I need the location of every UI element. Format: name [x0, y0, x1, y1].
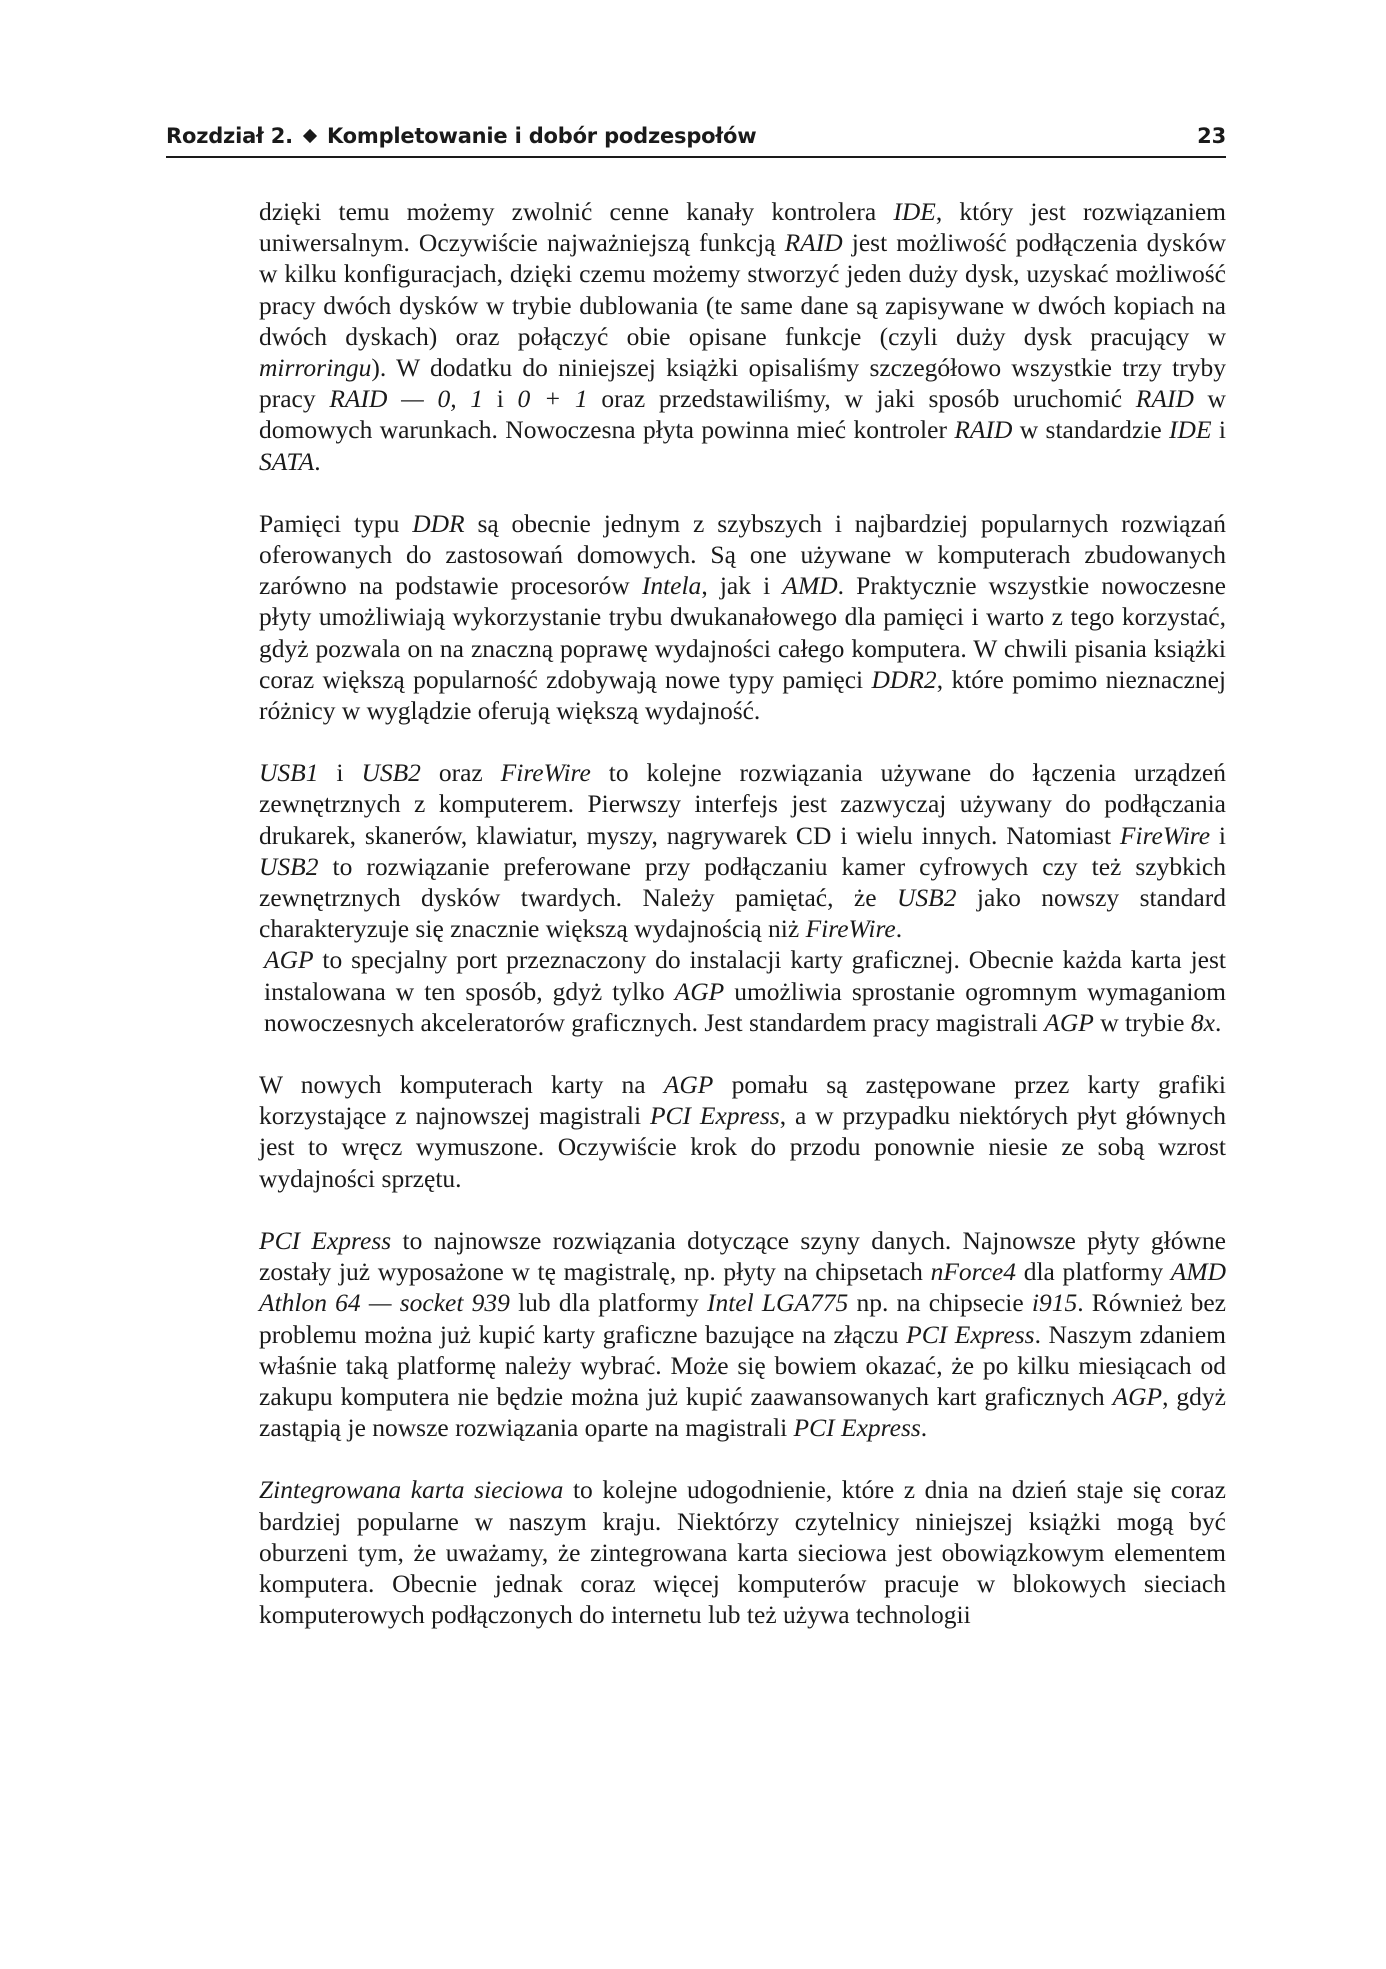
running-header [166, 118, 1226, 158]
text-run: jest możliwość podłączenia dysków w kilku konfiguracjach, dzięki czemu możemy stworzyć jeden duży dysk, uzyskać możliwość pracy dwóch dysków w trybie dublowania (te same dane są zapisywane w dwóch kopiach na dwóch dyskach) oraz połączyć obie opisane funkcje (czyli duży dysk pracujący w [259, 228, 1226, 351]
text-run: oraz przedstawiliśmy, w jaki sposób uruchomić [587, 384, 1136, 414]
italic-term: AGP [1112, 1381, 1163, 1411]
text-run: . [314, 446, 321, 476]
text-run: pomału są zastępowane przez karty grafiki korzystające z najnowszej magistrali [259, 1070, 1227, 1131]
text-run: to rozwiązanie preferowane przy podłączaniu kamer cyfrowych czy też szybkich zewnętrznych dysków twardych. Należy pamiętać, że [259, 851, 1226, 913]
italic-term: Zintegrowana karta sieciowa [259, 1475, 564, 1505]
text-run: w standardzie [1012, 415, 1170, 445]
italic-term: 8x [1190, 1007, 1215, 1037]
text-run: umożliwia sprostanie ogromnym wymaganiom nowoczesnych akceleratorów graficznych. Jest standardem pracy magistrali [264, 976, 1226, 1037]
paragraph-usb [259, 757, 1226, 944]
text-run: Pamięci typu [259, 508, 413, 538]
italic-term: AGP [674, 976, 725, 1006]
text-run: dzięki temu możemy zwolnić cenne kanały kontrolera [259, 197, 894, 226]
text-run: . Naszym zdaniem właśnie taką platformę należy wybrać. Może się bowiem okazać, że po kilku miesiącach od zakupu komputera nie będzie można już kupić zaawansowanych kart graficznych [259, 1319, 1227, 1411]
italic-term: USB2 [259, 851, 319, 881]
paragraph-network-card [259, 1474, 1226, 1630]
text-run: w trybie [1093, 1007, 1191, 1037]
page-number: 23 [1197, 124, 1226, 148]
text-run: , jak i [701, 571, 783, 601]
italic-term: PCI Express [906, 1319, 1035, 1349]
text-run: . [895, 914, 903, 944]
italic-term: IDE [893, 197, 936, 226]
italic-term: RAID [784, 228, 843, 258]
paragraph-agp [259, 944, 1226, 1038]
paragraph-raid [259, 196, 1226, 477]
italic-term: SATA [259, 446, 315, 476]
chapter-label: Rozdział 2. [166, 124, 293, 148]
italic-term: nForce4 [930, 1257, 1017, 1287]
italic-term: IDE [1169, 415, 1212, 445]
text-run: , które pomimo nieznacznej różnicy w wyglądzie oferują większą wydajność. [259, 664, 1226, 726]
italic-term: Intela [641, 571, 702, 601]
text-run: . [920, 1413, 928, 1443]
italic-term: FireWire [1119, 820, 1211, 850]
header-chapter-title [166, 124, 756, 148]
italic-term: mirroringu [259, 353, 372, 383]
italic-term: AGP [1044, 1007, 1094, 1037]
text-run: i [1210, 820, 1227, 850]
text-run: W nowych komputerach karty na [259, 1070, 664, 1100]
italic-term: 0 + 1 [517, 384, 588, 414]
body-text [259, 196, 1226, 1661]
italic-term: PCI Express [259, 1225, 392, 1255]
italic-term: RAID [954, 415, 1013, 445]
italic-term: FireWire [500, 758, 591, 788]
text-run: oraz [420, 758, 501, 788]
text-run: , gdyż zastąpią je nowsze rozwiązania oparte na magistrali [259, 1381, 1226, 1443]
text-run: dla platformy [1016, 1257, 1171, 1287]
italic-term: AMD [782, 571, 838, 601]
italic-term: AMD Athlon 64 — socket 939 [259, 1257, 1226, 1318]
italic-term: Intel LGA775 [706, 1288, 849, 1318]
italic-term: RAID — 0, 1 [329, 384, 484, 414]
text-run: , który jest rozwiązaniem uniwersalnym. Oczywiście najważniejszą funkcją [259, 197, 1226, 258]
text-run: lub dla platformy [509, 1288, 707, 1318]
text-run: w domowych warunkach. Nowoczesna płyta powinna mieć kontroler [259, 384, 1226, 445]
italic-term: AGP [663, 1070, 714, 1100]
italic-term: PCI Express [793, 1413, 921, 1443]
italic-term: AGP [264, 945, 314, 975]
text-run: . Również bez problemu można już kupić karty graficzne bazujące na złączu [259, 1288, 1227, 1349]
text-run: i [318, 758, 362, 788]
paragraph-ddr [259, 508, 1226, 726]
italic-term: FireWire [805, 914, 896, 944]
text-run: to najnowsze rozwiązania dotyczące szyny danych. Najnowsze płyty główne zostały już wyposażone w tę magistralę, np. płyty na chipsetach [259, 1225, 1226, 1287]
text-run: . Praktycznie wszystkie nowoczesne płyty umożliwiają wykorzystanie trybu dwukanałowego dla pamięci i warto z tego korzystać, gdyż pozwala on na znaczną poprawę wydajności całego komputera. W chwili pisania książki coraz większą popularność zdobywają nowe typy pamięci [259, 571, 1226, 694]
italic-term: PCI Express [649, 1101, 780, 1131]
italic-term: USB2 [897, 883, 957, 913]
text-run: np. na chipsecie [848, 1288, 1032, 1318]
italic-term: i915 [1031, 1288, 1078, 1318]
paragraph-agp-replacement [259, 1069, 1226, 1194]
text-run: są obecnie jednym z szybszych i najbardziej popularnych rozwiązań oferowanych do zastosowań domowych. Są one używane w komputerach zbudowanych zarówno na podstawie procesorów [259, 508, 1226, 601]
text-run: to specjalny port przeznaczony do instalacji karty graficznej. Obecnie każda karta jest instalowana w ten sposób, gdyż tylko [264, 945, 1226, 1006]
italic-term: RAID [1135, 384, 1194, 414]
text-run: to kolejne udogodnienie, które z dnia na dzień staje się coraz bardziej popularne w naszym kraju. Niektórzy czytelnicy niniejszej książki mogą być oburzeni tym, że uważamy, że zintegrowana karta sieciowa jest obowiązkowym elementem komputera. Obecnie jednak coraz więcej komputerów pracuje w blokowych sieciach komputerowych podłączonych do internetu lub też używa technologii [259, 1475, 1226, 1630]
text-run: i [483, 384, 518, 414]
paragraph-pci-express [259, 1225, 1226, 1443]
text-run: i [1211, 415, 1226, 445]
italic-term: DDR2 [871, 664, 937, 694]
text-run: jako nowszy standard charakteryzuje się znacznie większą wydajnością niż [259, 883, 1226, 944]
text-run: to kolejne rozwiązania używane do łączenia urządzeń zewnętrznych z komputerem. Pierwszy interfejs jest zazwyczaj używany do podłączania drukarek, skanerów, klawiatur, myszy, nagrywarek CD i wielu innych. Natomiast [259, 758, 1226, 850]
text-run: ). W dodatku do niniejszej książki opisaliśmy szczegółowo wszystkie trzy tryby pracy [259, 353, 1226, 414]
text-run: , a w przypadku niektórych płyt głównych jest to wręcz wymuszone. Oczywiście krok do przodu ponownie niesie ze sobą wzrost wydajności sprzętu. [259, 1101, 1226, 1193]
italic-term: USB1 [259, 758, 319, 788]
diamond-separator-icon [303, 129, 317, 143]
italic-term: USB2 [361, 758, 421, 788]
italic-term: DDR [412, 508, 465, 538]
text-run: . [1214, 1007, 1222, 1037]
chapter-title: Kompletowanie i dobór podzespołów [326, 124, 757, 148]
